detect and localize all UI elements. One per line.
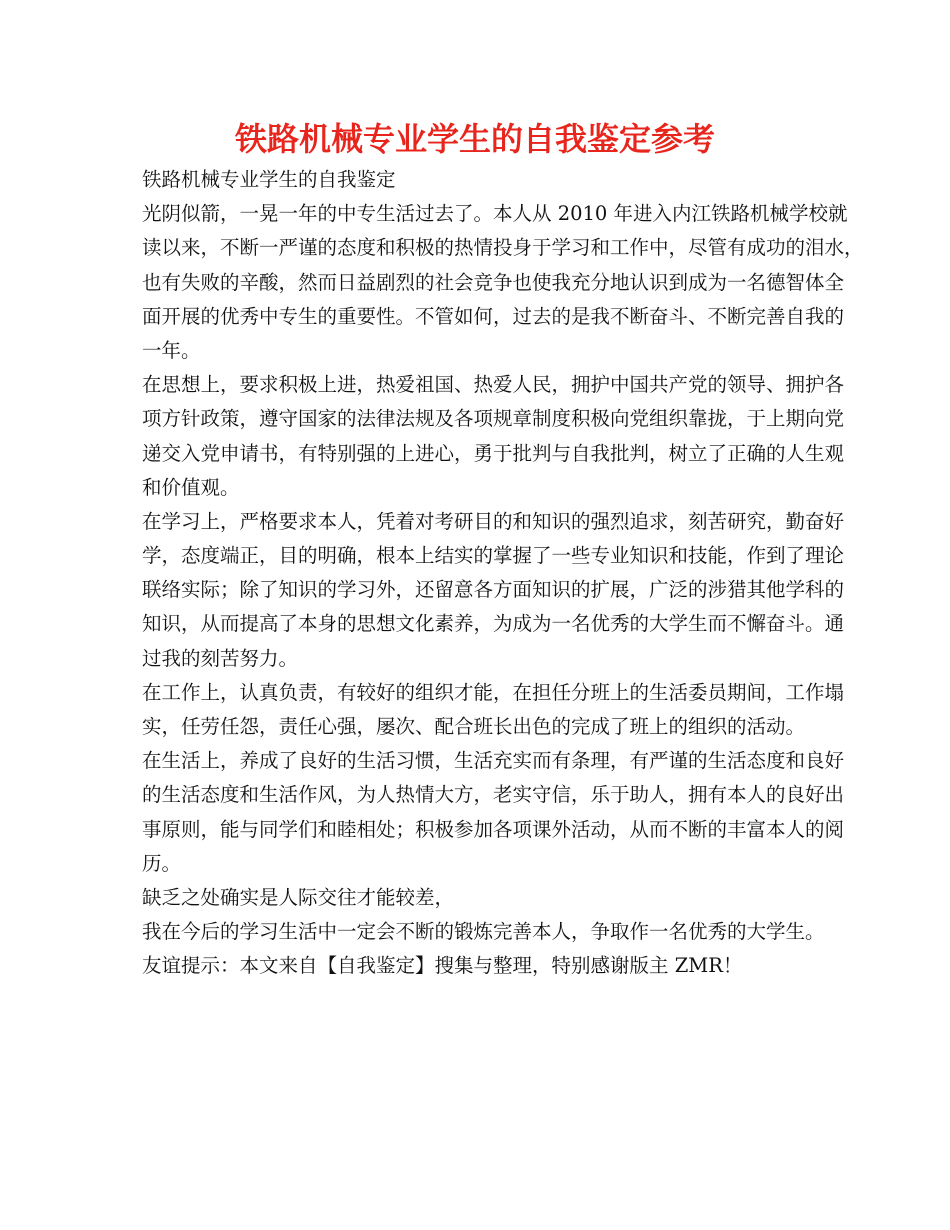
body-line: 我在今后的学习生活中一定会不断的锻炼完善本人，争取作一名优秀的大学生。 xyxy=(142,920,825,944)
body-line: 铁路机械专业学生的自我鉴定 xyxy=(142,168,396,191)
body-line: 联络实际；除了知识的学习外，还留意各方面知识的扩展，广泛的涉猎其他学科的 xyxy=(142,578,845,602)
body-line: 读以来，不断一严谨的态度和积极的热情投身于学习和工作中，尽管有成功的泪水， xyxy=(142,236,864,260)
body-line: 面开展的优秀中专生的重要性。不管如何，过去的是我不断奋斗、不断完善自我的 xyxy=(142,304,845,328)
body-line: 在工作上，认真负责，有较好的组织才能，在担任分班上的生活委员期间，工作塌 xyxy=(142,680,845,704)
body-line: 实，任劳任怨，责任心强，屡次、配合班长出色的完成了班上的组织的活动。 xyxy=(142,715,806,738)
body-line: 友谊提示：本文来自【自我鉴定】搜集与整理，特别感谢版主 ZMR！ xyxy=(142,954,743,978)
body-line: 和价值观。 xyxy=(142,475,240,499)
body-line: 过我的刻苦努力。 xyxy=(142,646,299,670)
body-line: 一年。 xyxy=(142,338,201,362)
body-line: 缺乏之处确实是人际交往才能较差， xyxy=(142,885,455,909)
body-line: 历。 xyxy=(142,851,182,875)
body-line: 学，态度端正，目的明确，根本上结实的掌握了一些专业知识和技能，作到了理论 xyxy=(142,544,845,568)
body-line: 在生活上，养成了良好的生活习惯，生活充实而有条理，有严谨的生活态度和良好 xyxy=(142,749,845,773)
body-line: 光阴似箭，一晃一年的中专生活过去了。本人从 2010 年进入内江铁路机械学校就 xyxy=(142,202,848,226)
body-line: 也有失败的辛酸，然而日益剧烈的社会竞争也使我充分地认识到成为一名德智体全 xyxy=(142,270,845,294)
body-line: 在思想上，要求积极上进，热爱祖国、热爱人民，拥护中国共产党的领导、拥护各 xyxy=(142,373,845,397)
document-title: 铁路机械专业学生的自我鉴定参考 xyxy=(234,120,715,158)
body-line: 递交入党申请书，有特别强的上进心，勇于批判与自我批判，树立了正确的人生观 xyxy=(142,441,845,465)
document-body xyxy=(142,163,864,984)
body-line: 项方针政策，遵守国家的法律法规及各项规章制度积极向党组织靠拢，于上期向党 xyxy=(142,407,845,431)
body-line: 在学习上，严格要求本人，凭着对考研目的和知识的强烈追求，刻苦研究，勤奋好 xyxy=(142,509,845,533)
body-line: 知识，从而提高了本身的思想文化素养，为成为一名优秀的大学生而不懈奋斗。通 xyxy=(142,612,845,636)
body-line: 的生活态度和生活作风，为人热情大方，老实守信，乐于助人，拥有本人的良好出 xyxy=(142,783,845,807)
body-line: 事原则，能与同学们和睦相处；积极参加各项课外活动，从而不断的丰富本人的阅 xyxy=(142,817,845,841)
